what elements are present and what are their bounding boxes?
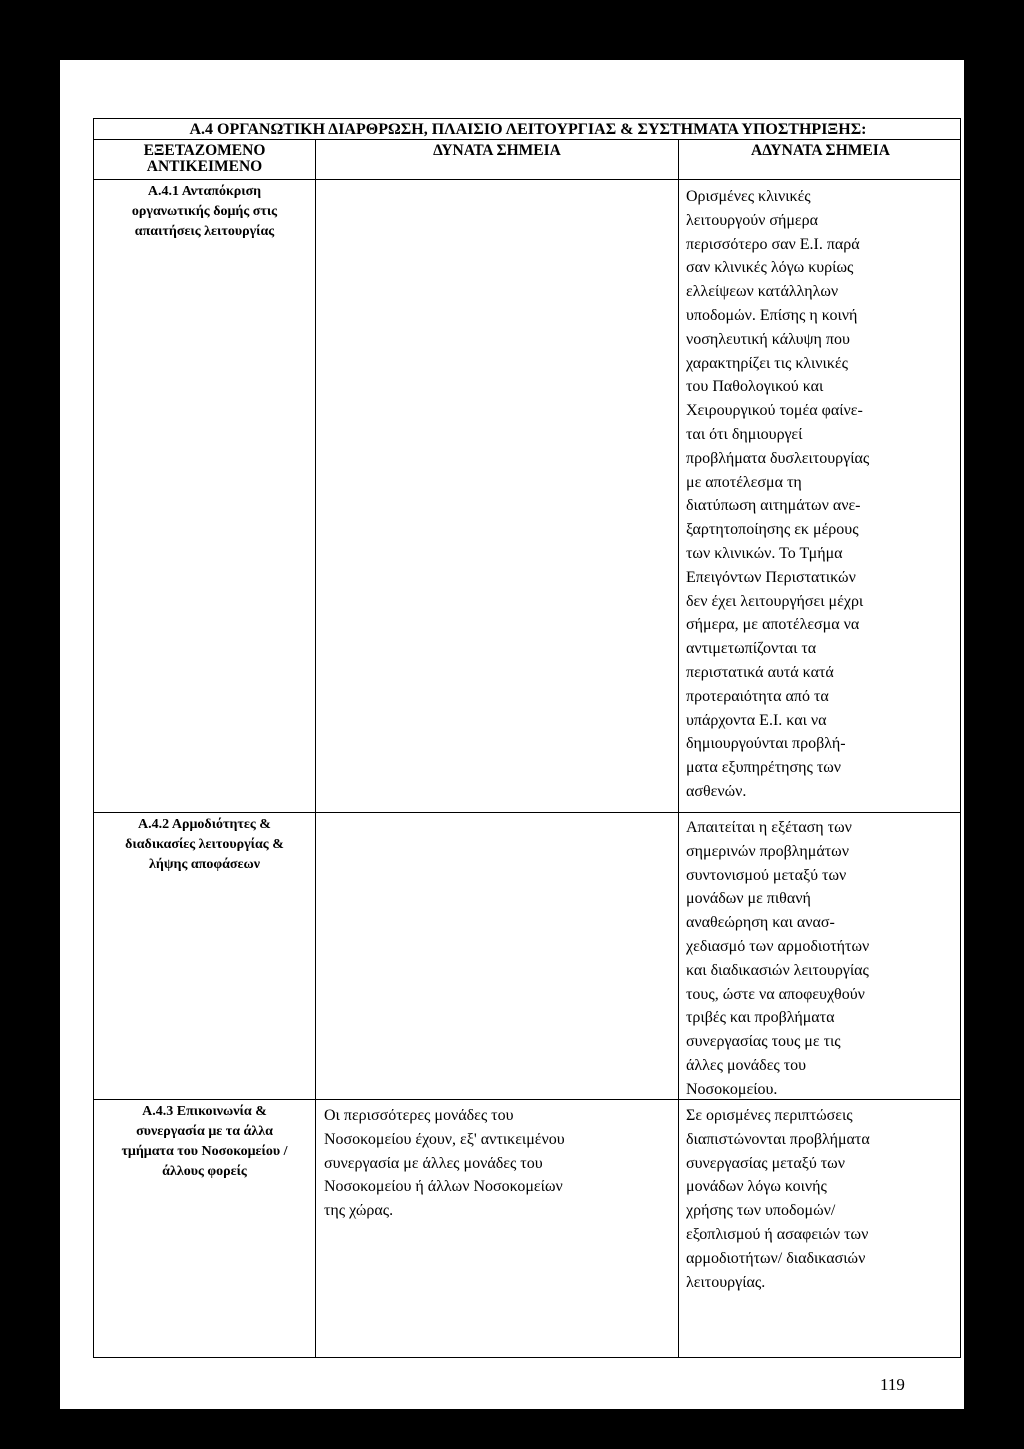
row-3-subject: [94, 1102, 315, 1182]
text-line: διαδικασίες λειτουργίας &: [125, 837, 284, 852]
text-line: ασθενών.: [686, 782, 747, 800]
text-line: συνεργασίας τους με τις: [686, 1033, 841, 1051]
row-3-strengths: [324, 1104, 678, 1223]
table-title: Α.4 ΟΡΓΑΝΩΤΙΚΗ ΔΙΑΡΘΡΩΣΗ, ΠΛΑΙΣΙΟ ΛΕΙΤΟΥΡΓΙΑΣ & ΣΥΣΤΗΜΑΤΑ ΥΠΟΣΤΗΡΙΞΗΣ:: [189, 121, 867, 138]
text-line: συνεργασία με άλλες μονάδες του: [324, 1154, 543, 1172]
title-divider: [94, 139, 960, 140]
text-line: Επειγόντων Περιστατικών: [686, 568, 856, 586]
text-line: και διαδικασιών λειτουργίας: [686, 961, 869, 979]
header-subject: [94, 143, 315, 175]
text-line: περισσότερο σαν Ε.Ι. παρά: [686, 235, 860, 253]
text-line: συνεργασία με τα άλλα: [136, 1124, 273, 1139]
text-line: Νοσοκομείου έχουν, εξ' αντικειμένου: [324, 1130, 565, 1148]
header-weaknesses: ΑΔΥΝΑΤΑ ΣΗΜΕΙΑ: [751, 142, 890, 159]
document-page: [60, 60, 964, 1409]
column-divider: [678, 139, 679, 1357]
text-line: σαν κλινικές λόγω κυρίως: [686, 259, 854, 277]
text-line: ελλείψεων κατάλληλων: [686, 283, 839, 301]
text-line: νοσηλευτική κάλυψη που: [686, 330, 850, 348]
column-divider: [315, 139, 316, 1357]
text-line: αντιμετωπίζονται τα: [686, 640, 817, 658]
text-line: χρήσης των υποδομών/: [686, 1202, 836, 1220]
text-line: μονάδων με πιθανή: [686, 890, 811, 908]
header-strengths: ΔΥΝΑΤΑ ΣΗΜΕΙΑ: [433, 142, 561, 159]
text-line: εξοπλισμού ή ασαφειών των: [686, 1225, 869, 1243]
text-line: χεδιασμό των αρμοδιοτήτων: [686, 937, 870, 955]
row-3-weaknesses: [686, 1104, 962, 1294]
text-line: Νοσοκομείου.: [686, 1080, 778, 1098]
text-line: προτεραιότητα από τα: [686, 687, 829, 705]
text-line: Α.4.2 Αρμοδιότητες &: [138, 817, 271, 832]
text-line: Οι περισσότερες μονάδες του: [324, 1107, 514, 1124]
text-line: Απαιτείται η εξέταση των: [686, 819, 852, 836]
text-line: του Παθολογικού και: [686, 378, 824, 396]
text-line: άλλους φορείς: [162, 1164, 247, 1179]
header-subject-line: ΕΞΕΤΑΖΟΜΕΝΟ: [143, 142, 266, 159]
text-line: χαρακτηρίζει τις κλινικές: [686, 354, 848, 372]
text-line: ται ότι δημιουργεί: [686, 425, 803, 443]
text-line: Α.4.1 Ανταπόκριση: [147, 184, 262, 199]
text-line: διαπιστώνονται προβλήματα: [686, 1130, 870, 1148]
text-line: σημερινών προβλημάτων: [686, 842, 849, 860]
text-line: των κλινικών. Το Τμήμα: [686, 544, 843, 562]
text-line: λειτουργούν σήμερα: [686, 211, 818, 229]
row-2-weaknesses: [686, 816, 962, 1102]
text-line: Α.4.3 Επικοινωνία &: [142, 1104, 267, 1119]
text-line: σήμερα, με αποτέλεσμα να: [686, 616, 860, 634]
text-line: υπάρχοντα Ε.Ι. και να: [686, 711, 827, 729]
text-line: αναθεώρηση και ανασ-: [686, 914, 835, 932]
text-line: περιστατικά αυτά κατά: [686, 663, 834, 681]
text-line: διατύπωση αιτημάτων ανε-: [686, 497, 861, 515]
row-divider: [94, 812, 960, 813]
text-line: μονάδων λόγω κοινής: [686, 1178, 827, 1196]
page-number: 119: [880, 1375, 905, 1394]
text-line: άλλες μονάδες του: [686, 1056, 807, 1074]
text-line: οργανωτικής δομής στις: [131, 204, 278, 219]
text-line: ξαρτητοποίησης εκ μέρους: [686, 521, 859, 539]
text-line: λήψης αποφάσεων: [149, 857, 260, 872]
text-line: Ορισμένες κλινικές: [686, 188, 811, 205]
text-line: συνεργασίας μεταξύ των: [686, 1154, 845, 1172]
row-1-subject: [94, 182, 315, 242]
assessment-table: [93, 118, 961, 1358]
text-line: τους, ώστε να αποφευχθούν: [686, 985, 865, 1003]
text-line: προβλήματα δυσλειτουργίας: [686, 449, 870, 467]
text-line: δημιουργούνται προβλή-: [686, 735, 846, 753]
row-1-weaknesses: [686, 185, 962, 804]
text-line: της χώρας.: [324, 1202, 394, 1220]
header-divider: [94, 179, 960, 180]
text-line: Χειρουργικού τομέα φαίνε-: [686, 402, 863, 420]
text-line: ματα εξυπηρέτησης των: [686, 759, 842, 777]
text-line: δεν έχει λειτουργήσει μέχρι: [686, 592, 864, 610]
text-line: αρμοδιοτήτων/ διαδικασιών: [686, 1249, 866, 1267]
header-subject-line: ΑΝΤΙΚΕΙΜΕΝΟ: [146, 158, 263, 175]
text-line: Σε ορισμένες περιπτώσεις: [686, 1107, 853, 1124]
text-line: απαιτήσεις λειτουργίας: [134, 224, 275, 239]
row-2-subject: [94, 815, 315, 875]
text-line: με αποτέλεσμα τη: [686, 473, 802, 491]
text-line: Νοσοκομείου ή άλλων Νοσοκομείων: [324, 1178, 563, 1196]
text-line: λειτουργίας.: [686, 1273, 766, 1291]
text-line: τριβές και προβλήματα: [686, 1009, 835, 1027]
text-line: συντονισμού μεταξύ των: [686, 866, 847, 884]
text-line: υποδομών. Επίσης η κοινή: [686, 306, 858, 324]
text-line: τμήματα του Νοσοκομείου /: [121, 1144, 288, 1159]
